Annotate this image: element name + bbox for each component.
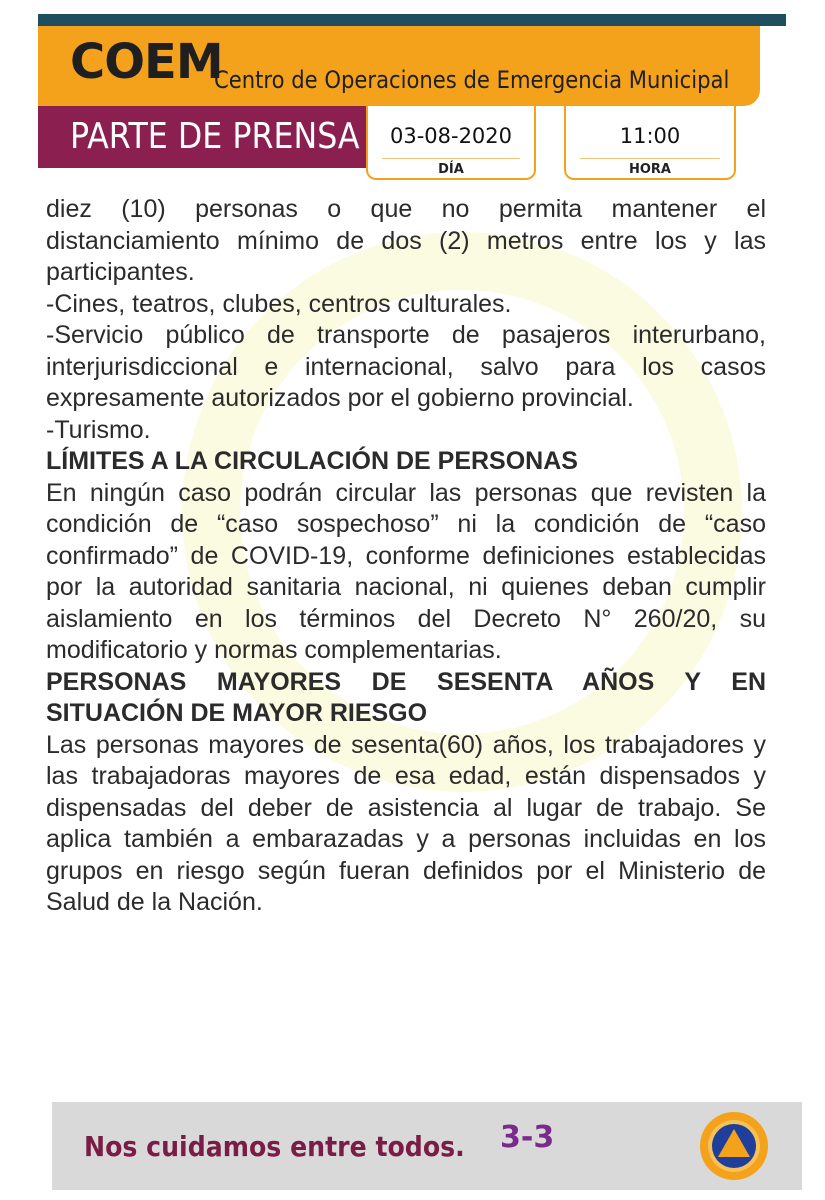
paragraph: En ningún caso podrán circular las personas que revisten la condición de “caso sospechoso” ni la condición de “caso confirmado” de COVID-19, conforme definiciones establecidas por la autoridad sanitaria nacional, ni quienes deban cumplir aislamiento en los términos del Decreto N° 260/20, su modificatorio y normas complementarias. (46, 478, 766, 664)
section-heading: PERSONAS MAYORES DE SESENTA AÑOS Y EN SITUACIÓN DE MAYOR RIESGO (46, 667, 766, 727)
footer-slogan: Nos cuidamos entre todos. (84, 1130, 465, 1163)
civil-protection-seal-icon (698, 1110, 770, 1182)
time-value: 11:00 (619, 124, 681, 148)
date-label: DÍA (438, 162, 464, 177)
paragraph: diez (10) personas o que no permita mantener el distanciamiento mínimo de dos (2) metros entre los y las participantes. (46, 195, 766, 286)
doc-type-banner (38, 106, 368, 168)
header-banner (38, 26, 760, 106)
time-label: HORA (628, 162, 671, 177)
list-item: -Servicio público de transporte de pasajeros interurbano, interjurisdiccional e internacional, salvo para los casos expresamente autorizados por el gobierno provincial. (46, 321, 766, 412)
list-item: -Cines, teatros, clubes, centros culturales. (46, 289, 512, 318)
doc-type-label: PARTE DE PRENSA (70, 116, 360, 157)
date-value: 03-08-2020 (389, 124, 513, 148)
date-box (366, 106, 536, 180)
top-rule (38, 14, 786, 26)
time-box (564, 106, 736, 180)
section-heading: LÍMITES A LA CIRCULACIÓN DE PERSONAS (46, 447, 578, 475)
page-number: 3-3 (500, 1120, 555, 1155)
time-divider (580, 158, 720, 159)
footer-bar (52, 1102, 802, 1190)
date-divider (382, 158, 520, 159)
article-body (46, 194, 766, 919)
org-full-name: Centro de Operaciones de Emergencia Municipal (214, 66, 730, 94)
paragraph: Las personas mayores de sesenta(60) años, los trabajadores y las trabajadoras mayores de esa edad, están dispensados y dispensadas del deber de asistencia al lugar de trabajo. Se aplica también a embarazadas y a personas incluidas en los grupos en riesgo según fueran definidos por el Ministerio de Salud de la Nación. (46, 730, 766, 916)
org-acronym: COEM (70, 34, 223, 90)
list-item: -Turismo. (46, 415, 151, 444)
